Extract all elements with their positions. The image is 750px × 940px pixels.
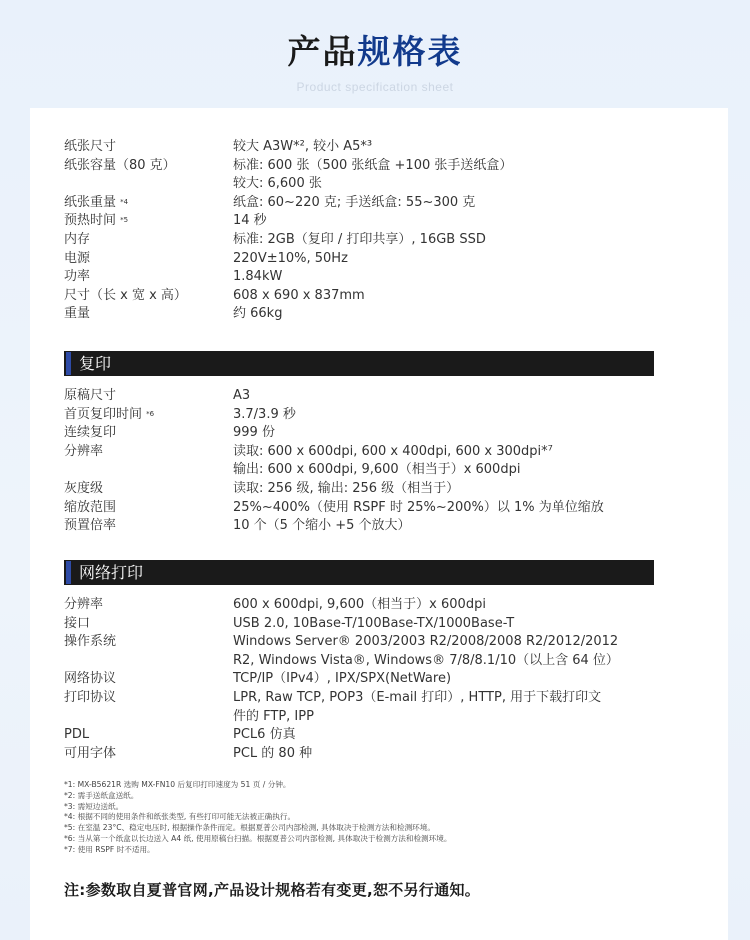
spec-row: [64, 745, 654, 764]
spec-value: 件的 FTP, IPP: [233, 708, 314, 724]
spec-label-text: 内存: [64, 231, 91, 247]
spec-label: [64, 424, 234, 443]
spec-value: 较大: 6,600 张: [233, 176, 322, 192]
spec-value: Windows Server® 2003/2003 R2/2008/2008 R2/2012/2012: [233, 634, 619, 650]
spec-label: [64, 480, 234, 499]
footnote-line: *2: 需手送纸盒送纸。: [64, 790, 139, 800]
spec-label-text: 纸张尺寸: [64, 139, 117, 154]
spec-label-text: 缩放范围: [64, 499, 117, 515]
spec-label-text: 预置倍率: [64, 518, 117, 534]
footnote-line: *5: 在室温 23°C、稳定电压时, 根据操作条件而定。根据夏普公司内部检测, 具体取决于检测方法和检测环境。: [64, 823, 435, 833]
spec-label-text: 分辨率: [64, 597, 104, 612]
spec-row: [64, 268, 654, 287]
section-accent-bar: [66, 561, 71, 584]
spec-row: [64, 480, 654, 499]
spec-row: [64, 287, 654, 306]
spec-value: 标准: 600 张（500 张纸盒 +100 张手送纸盒）: [233, 157, 513, 173]
spec-row: [64, 138, 654, 157]
spec-row: [64, 424, 654, 443]
footnote-ref: *6: [146, 409, 155, 418]
spec-row: [64, 633, 654, 670]
spec-value: 标准: 2GB（复印 / 打印共享）, 16GB SSD: [233, 231, 486, 247]
spec-label-text: 连续复印: [64, 425, 117, 441]
spec-label-text: 预热时间: [64, 213, 117, 229]
spec-row: [64, 670, 654, 689]
spec-label-text: 纸张容量（80 克）: [64, 157, 176, 173]
spec-row: [64, 615, 654, 634]
footnote-ref: *5: [120, 216, 129, 225]
page-subtitle: Product specification sheet: [296, 80, 454, 94]
spec-row: [64, 387, 654, 406]
spec-label: [64, 138, 234, 157]
spec-value: 220V±10%, 50Hz: [233, 250, 348, 266]
spec-label: [64, 194, 234, 213]
spec-label: [64, 596, 234, 615]
spec-label: [64, 499, 234, 518]
spec-value: 600 x 600dpi, 9,600（相当于）x 600dpi: [233, 597, 486, 612]
section-heading-copy: [64, 351, 654, 376]
spec-value: USB 2.0, 10Base-T/100Base-TX/1000Base-T: [233, 615, 515, 631]
spec-value: 纸盒: 60~220 克; 手送纸盒: 55~300 克: [233, 194, 476, 210]
spec-value: 输出: 600 x 600dpi, 9,600（相当于）x 600dpi: [233, 462, 521, 478]
spec-value: 10 个（5 个缩小 +5 个放大）: [233, 518, 411, 534]
footnote-line: *3: 需短边送纸。: [64, 801, 124, 811]
spec-value: 999 份: [233, 425, 275, 441]
spec-row: [64, 231, 654, 250]
footnote-line: *6: 当从第一个纸盒以长边送入 A4 纸, 使用原稿台扫描。根据夏普公司内部检测, 具体取决于检测方法和检测环境。: [64, 833, 452, 843]
spec-label: [64, 157, 234, 176]
spec-label: [64, 305, 234, 324]
spec-value: R2, Windows Vista®, Windows® 7/8/8.1/10（以上含 64 位）: [233, 652, 619, 668]
footnote-line: *4: 根据不同的使用条件和纸张类型, 有些打印可能无法被正确执行。: [64, 812, 296, 822]
spec-row: [64, 406, 654, 425]
spec-row: [64, 689, 654, 726]
spec-label-text: 操作系统: [64, 634, 117, 650]
spec-label: [64, 670, 234, 689]
section-heading-label: 复印: [79, 354, 112, 373]
page-title: [0, 26, 750, 73]
spec-value: 约 66kg: [233, 306, 283, 322]
spec-label: [64, 517, 234, 536]
footnote-line: *1: MX-B5621R 选购 MX-FN10 后复印打印速度为 51 页 / 分钟。: [64, 780, 291, 789]
spec-row: [64, 157, 654, 194]
spec-value: 读取: 600 x 600dpi, 600 x 400dpi, 600 x 300dpi*⁷: [233, 443, 553, 459]
spec-label: [64, 231, 234, 250]
spec-value: 1.84kW: [233, 269, 283, 285]
spec-label: [64, 633, 234, 652]
spec-label-text: 接口: [64, 615, 91, 631]
section-heading-print: [64, 560, 654, 585]
spec-label: [64, 615, 234, 634]
spec-row: [64, 726, 654, 745]
print-spec-table: [64, 596, 654, 763]
footnote-ref: *4: [120, 197, 129, 206]
spec-value: TCP/IP（IPv4）, IPX/SPX(NetWare): [233, 671, 452, 687]
spec-label-text: PDL: [64, 727, 90, 743]
spec-label: [64, 250, 234, 269]
spec-label: [64, 212, 234, 231]
spec-label-text: 电源: [64, 250, 91, 266]
spec-label: [64, 726, 234, 745]
spec-value: 14 秒: [233, 213, 267, 229]
spec-row: [64, 499, 654, 518]
spec-value: 较大 A3W*², 较小 A5*³: [233, 139, 373, 154]
spec-label-text: 灰度级: [64, 480, 104, 496]
spec-row: [64, 443, 654, 480]
spec-value: 608 x 690 x 837mm: [233, 287, 365, 303]
spec-label: [64, 268, 234, 287]
spec-value: PCL6 仿真: [233, 727, 296, 743]
spec-label-text: 可用字体: [64, 745, 117, 761]
title-accent: 规格表: [357, 32, 463, 71]
footnote-line: *7: 使用 RSPF 时不适用。: [64, 844, 155, 854]
spec-label: [64, 406, 234, 425]
spec-label-text: 首页复印时间: [64, 406, 143, 422]
spec-value: PCL 的 80 种: [233, 745, 313, 761]
general-spec-table: [64, 138, 654, 324]
spec-value: 25%~400%（使用 RSPF 时 25%~200%）以 1% 为单位缩放: [233, 499, 604, 515]
spec-value: A3: [233, 388, 251, 403]
title-prefix: 产品: [287, 32, 358, 71]
spec-row: [64, 596, 654, 615]
spec-value: LPR, Raw TCP, POP3（E-mail 打印）, HTTP, 用于下载打印文: [233, 689, 602, 705]
spec-label-text: 尺寸（长 x 宽 x 高）: [64, 287, 187, 303]
spec-label: [64, 387, 234, 406]
section-heading-label: 网络打印: [79, 563, 144, 582]
footnotes: [64, 780, 664, 856]
spec-value: 3.7/3.9 秒: [233, 406, 296, 422]
spec-label-text: 功率: [64, 269, 91, 285]
spec-label-text: 打印协议: [64, 689, 117, 705]
spec-label-text: 分辨率: [64, 443, 104, 459]
spec-label: [64, 689, 234, 708]
disclaimer: 注:参数取自夏普官网,产品设计规格若有变更,恕不另行通知。: [64, 881, 481, 899]
copy-spec-table: [64, 387, 654, 536]
spec-label-text: 纸张重量: [64, 194, 117, 210]
spec-row: [64, 517, 654, 536]
spec-label: [64, 287, 234, 306]
spec-row: [64, 305, 654, 324]
spec-label-text: 重量: [64, 306, 91, 322]
spec-label: [64, 745, 234, 764]
section-accent-bar: [66, 352, 71, 375]
spec-label-text: 网络协议: [64, 671, 117, 687]
spec-row: [64, 194, 654, 213]
spec-row: [64, 250, 654, 269]
spec-value: 读取: 256 级, 输出: 256 级（相当于）: [233, 480, 460, 496]
page-header: [0, 0, 750, 108]
spec-label: [64, 443, 234, 462]
spec-row: [64, 212, 654, 231]
spec-label-text: 原稿尺寸: [64, 388, 117, 403]
